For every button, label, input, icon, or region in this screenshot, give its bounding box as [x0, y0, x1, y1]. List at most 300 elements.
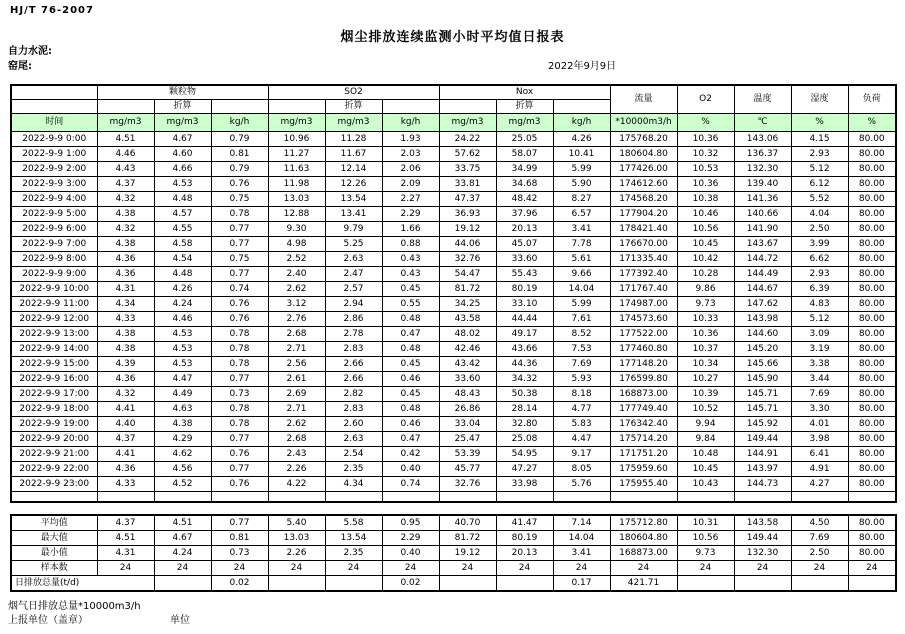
- cell-value: 47.37: [439, 192, 496, 207]
- cell-value: 3.09: [791, 327, 848, 342]
- cell-value: 7.69: [791, 387, 848, 402]
- cell-value: 3.38: [791, 357, 848, 372]
- cell-value: 10.36: [677, 327, 734, 342]
- row-time: 2022-9-9 19:00: [11, 417, 97, 432]
- cell-value: 9.84: [677, 432, 734, 447]
- cell-value: 48.02: [439, 327, 496, 342]
- cell-value: 143.97: [734, 462, 791, 477]
- sub-converted-pm: 折算: [154, 100, 211, 114]
- cell-value: 2.60: [325, 417, 382, 432]
- cell-value: 4.54: [154, 252, 211, 267]
- cell-value: 0.81: [211, 147, 268, 162]
- cell-value: 4.46: [154, 312, 211, 327]
- cell-value: 80.00: [848, 147, 896, 162]
- summary-value: 20.13: [496, 546, 553, 561]
- table-row: [11, 402, 896, 417]
- cell-value: 2.71: [268, 342, 325, 357]
- empty-cell: [268, 492, 325, 503]
- summary-value: 24: [791, 561, 848, 576]
- cell-value: 145.20: [734, 342, 791, 357]
- cell-value: 175768.20: [610, 132, 677, 147]
- empty-cell: [154, 492, 211, 503]
- cell-value: 24.22: [439, 132, 496, 147]
- cell-value: 6.57: [553, 207, 610, 222]
- cell-value: 0.78: [211, 402, 268, 417]
- cell-value: 10.34: [677, 357, 734, 372]
- cell-value: 8.05: [553, 462, 610, 477]
- cell-value: 80.00: [848, 312, 896, 327]
- time-col-spacer: [11, 85, 97, 100]
- cell-value: 80.00: [848, 372, 896, 387]
- row-time: 2022-9-9 21:00: [11, 447, 97, 462]
- report-title: 烟尘排放连续监测小时平均值日报表: [340, 30, 565, 45]
- cell-value: 10.46: [677, 207, 734, 222]
- cell-value: 2.68: [268, 327, 325, 342]
- summary-value: 0.95: [382, 515, 439, 531]
- cell-value: 4.34: [97, 297, 154, 312]
- daily-total-label: 日排放总量(t/d): [11, 576, 154, 592]
- sub-converted-so2: 折算: [325, 100, 382, 114]
- daily-total-value: 0.17: [553, 576, 610, 592]
- cell-value: 3.99: [791, 237, 848, 252]
- cell-value: 0.45: [382, 357, 439, 372]
- row-time: 2022-9-9 7:00: [11, 237, 97, 252]
- sub-spacer: [553, 100, 610, 114]
- cell-value: 2.52: [268, 252, 325, 267]
- cell-value: 80.00: [848, 417, 896, 432]
- cell-value: 80.00: [848, 462, 896, 477]
- summary-value: 81.72: [439, 531, 496, 546]
- table-row: [11, 477, 896, 492]
- table-row: [11, 177, 896, 192]
- cell-value: 4.33: [97, 477, 154, 492]
- cell-value: 174987.00: [610, 297, 677, 312]
- group-so2: SO2: [268, 85, 439, 100]
- cell-value: 9.94: [677, 417, 734, 432]
- empty-cell: [734, 492, 791, 503]
- unit-humidity: %: [791, 114, 848, 132]
- summary-value: 4.37: [97, 515, 154, 531]
- summary-value: 40.70: [439, 515, 496, 531]
- cell-value: 54.47: [439, 267, 496, 282]
- table-row: [11, 207, 896, 222]
- cell-value: 80.00: [848, 477, 896, 492]
- cell-value: 80.00: [848, 162, 896, 177]
- row-time: 2022-9-9 6:00: [11, 222, 97, 237]
- cell-value: 3.41: [553, 222, 610, 237]
- cell-value: 2.71: [268, 402, 325, 417]
- cell-value: 4.47: [553, 432, 610, 447]
- cell-value: 9.79: [325, 222, 382, 237]
- cell-value: 11.63: [268, 162, 325, 177]
- cell-value: 3.98: [791, 432, 848, 447]
- cell-value: 33.10: [496, 297, 553, 312]
- cell-value: 9.73: [677, 297, 734, 312]
- cell-value: 2.66: [325, 357, 382, 372]
- cell-value: 26.86: [439, 402, 496, 417]
- cell-value: 4.41: [97, 402, 154, 417]
- sub-spacer: [439, 100, 496, 114]
- cell-value: 4.37: [97, 432, 154, 447]
- table-row: [11, 327, 896, 342]
- cell-value: 42.46: [439, 342, 496, 357]
- cell-value: 5.93: [553, 372, 610, 387]
- col-o2: O2: [677, 85, 734, 114]
- summary-value: 175712.80: [610, 515, 677, 531]
- cell-value: 10.33: [677, 312, 734, 327]
- cell-value: 80.00: [848, 192, 896, 207]
- col-humidity: 湿度: [791, 85, 848, 114]
- empty-cell: [439, 492, 496, 503]
- cell-value: 0.74: [382, 477, 439, 492]
- row-time: 2022-9-9 8:00: [11, 252, 97, 267]
- cell-value: 174612.60: [610, 177, 677, 192]
- cell-value: 49.17: [496, 327, 553, 342]
- cell-value: 171767.40: [610, 282, 677, 297]
- cell-value: 4.46: [97, 147, 154, 162]
- empty-cell: [325, 492, 382, 503]
- cell-value: 33.60: [439, 372, 496, 387]
- cell-value: 175955.40: [610, 477, 677, 492]
- cell-value: 25.05: [496, 132, 553, 147]
- row-time: 2022-9-9 1:00: [11, 147, 97, 162]
- cell-value: 177749.40: [610, 402, 677, 417]
- cell-value: 3.44: [791, 372, 848, 387]
- row-time: 2022-9-9 12:00: [11, 312, 97, 327]
- cell-value: 80.00: [848, 357, 896, 372]
- cell-value: 4.52: [154, 477, 211, 492]
- cell-value: 10.37: [677, 342, 734, 357]
- cell-value: 177460.80: [610, 342, 677, 357]
- table-row: [11, 447, 896, 462]
- cell-value: 19.12: [439, 222, 496, 237]
- cell-value: 80.00: [848, 282, 896, 297]
- summary-value: 24: [439, 561, 496, 576]
- cell-value: 34.25: [439, 297, 496, 312]
- cell-value: 4.01: [791, 417, 848, 432]
- cell-value: 48.43: [439, 387, 496, 402]
- cell-value: 13.03: [268, 192, 325, 207]
- cell-value: 144.60: [734, 327, 791, 342]
- cell-value: 6.62: [791, 252, 848, 267]
- cell-value: 4.66: [154, 162, 211, 177]
- cell-value: 5.99: [553, 162, 610, 177]
- table-row: [11, 462, 896, 477]
- cell-value: 4.32: [97, 387, 154, 402]
- cell-value: 136.37: [734, 147, 791, 162]
- cell-value: 0.78: [211, 357, 268, 372]
- summary-value: 19.12: [439, 546, 496, 561]
- cell-value: 10.27: [677, 372, 734, 387]
- cell-value: 140.66: [734, 207, 791, 222]
- row-time: 2022-9-9 16:00: [11, 372, 97, 387]
- cell-value: 2.57: [325, 282, 382, 297]
- cell-value: 55.43: [496, 267, 553, 282]
- cell-value: 2.26: [268, 462, 325, 477]
- summary-value: 80.19: [496, 531, 553, 546]
- cell-value: 34.99: [496, 162, 553, 177]
- cell-value: 3.19: [791, 342, 848, 357]
- cell-value: 2.61: [268, 372, 325, 387]
- cell-value: 132.30: [734, 162, 791, 177]
- cell-value: 168873.00: [610, 387, 677, 402]
- cell-value: 25.47: [439, 432, 496, 447]
- cell-value: 4.26: [154, 282, 211, 297]
- row-time: 2022-9-9 10:00: [11, 282, 97, 297]
- row-time: 2022-9-9 3:00: [11, 177, 97, 192]
- cell-value: 10.42: [677, 252, 734, 267]
- summary-label: 最大值: [11, 531, 97, 546]
- cell-value: 0.76: [211, 477, 268, 492]
- empty-cell: [553, 492, 610, 503]
- summary-value: 7.14: [553, 515, 610, 531]
- cell-value: 2.56: [268, 357, 325, 372]
- cell-value: 12.88: [268, 207, 325, 222]
- row-time: 2022-9-9 2:00: [11, 162, 97, 177]
- daily-total-value: [677, 576, 734, 592]
- row-time: 2022-9-9 20:00: [11, 432, 97, 447]
- row-time: 2022-9-9 17:00: [11, 387, 97, 402]
- cell-value: 2.82: [325, 387, 382, 402]
- cell-value: 175714.20: [610, 432, 677, 447]
- cell-value: 4.31: [97, 282, 154, 297]
- cell-value: 0.40: [382, 462, 439, 477]
- standard-code: HJ/T 76-2007: [10, 5, 94, 16]
- summary-value: 14.04: [553, 531, 610, 546]
- cell-value: 0.45: [382, 387, 439, 402]
- summary-value: 3.41: [553, 546, 610, 561]
- row-time: 2022-9-9 22:00: [11, 462, 97, 477]
- empty-row: [11, 492, 896, 503]
- cell-value: 0.55: [382, 297, 439, 312]
- cell-value: 0.48: [382, 402, 439, 417]
- cell-value: 178421.40: [610, 222, 677, 237]
- cell-value: 44.06: [439, 237, 496, 252]
- cell-value: 48.42: [496, 192, 553, 207]
- cell-value: 10.43: [677, 477, 734, 492]
- summary-value: 132.30: [734, 546, 791, 561]
- summary-value: 5.58: [325, 515, 382, 531]
- cell-value: 80.00: [848, 297, 896, 312]
- cell-value: 4.39: [97, 357, 154, 372]
- cell-value: 0.77: [211, 222, 268, 237]
- cell-value: 0.42: [382, 447, 439, 462]
- cell-value: 12.14: [325, 162, 382, 177]
- row-time: 2022-9-9 23:00: [11, 477, 97, 492]
- cell-value: 4.29: [154, 432, 211, 447]
- cell-value: 10.52: [677, 402, 734, 417]
- cell-value: 9.66: [553, 267, 610, 282]
- cell-value: 4.55: [154, 222, 211, 237]
- summary-row: [11, 515, 896, 531]
- cell-value: 0.45: [382, 282, 439, 297]
- sub-spacer: [268, 100, 325, 114]
- cell-value: 176599.80: [610, 372, 677, 387]
- cell-value: 10.45: [677, 462, 734, 477]
- cell-value: 149.44: [734, 432, 791, 447]
- summary-value: 4.24: [154, 546, 211, 561]
- cell-value: 2.47: [325, 267, 382, 282]
- table-row: [11, 357, 896, 372]
- cell-value: 44.36: [496, 357, 553, 372]
- table-row: [11, 387, 896, 402]
- cell-value: 0.46: [382, 372, 439, 387]
- cell-value: 0.48: [382, 342, 439, 357]
- cell-value: 2.68: [268, 432, 325, 447]
- cell-value: 144.73: [734, 477, 791, 492]
- summary-value: 4.31: [97, 546, 154, 561]
- cell-value: 80.00: [848, 207, 896, 222]
- cell-value: 10.41: [553, 147, 610, 162]
- cell-value: 32.76: [439, 477, 496, 492]
- cell-value: 175959.60: [610, 462, 677, 477]
- time-header: 时间: [11, 114, 97, 132]
- table-row: [11, 417, 896, 432]
- table-row: [11, 222, 896, 237]
- cell-value: 45.77: [439, 462, 496, 477]
- summary-label: 最小值: [11, 546, 97, 561]
- cell-value: 33.75: [439, 162, 496, 177]
- cell-value: 0.76: [211, 297, 268, 312]
- cell-value: 139.40: [734, 177, 791, 192]
- monitoring-table: [10, 84, 897, 503]
- cell-value: 144.67: [734, 282, 791, 297]
- cell-value: 36.93: [439, 207, 496, 222]
- summary-value: 2.50: [791, 546, 848, 561]
- cell-value: 0.74: [211, 282, 268, 297]
- unit-flow: *10000m3/h: [610, 114, 677, 132]
- summary-value: 13.03: [268, 531, 325, 546]
- cell-value: 4.98: [268, 237, 325, 252]
- cell-value: 10.32: [677, 147, 734, 162]
- empty-cell: [791, 492, 848, 503]
- col-temperature: 温度: [734, 85, 791, 114]
- unit-so2-kgh: kg/h: [382, 114, 439, 132]
- cell-value: 0.47: [382, 432, 439, 447]
- cell-value: 5.12: [791, 162, 848, 177]
- cell-value: 174568.20: [610, 192, 677, 207]
- cell-value: 37.96: [496, 207, 553, 222]
- daily-total-value: 0.02: [211, 576, 268, 592]
- cell-value: 4.53: [154, 357, 211, 372]
- cell-value: 32.76: [439, 252, 496, 267]
- unit-pm: mg/m3: [97, 114, 154, 132]
- cell-value: 28.14: [496, 402, 553, 417]
- cell-value: 4.15: [791, 132, 848, 147]
- summary-value: 2.35: [325, 546, 382, 561]
- cell-value: 10.38: [677, 192, 734, 207]
- cell-value: 4.57: [154, 207, 211, 222]
- summary-value: 168873.00: [610, 546, 677, 561]
- cell-value: 4.53: [154, 327, 211, 342]
- cell-value: 7.69: [553, 357, 610, 372]
- time-col-spacer: [11, 100, 97, 114]
- cell-value: 2.27: [382, 192, 439, 207]
- cell-value: 0.77: [211, 267, 268, 282]
- cell-value: 0.46: [382, 417, 439, 432]
- cell-value: 4.58: [154, 237, 211, 252]
- cell-value: 4.53: [154, 177, 211, 192]
- cell-value: 10.96: [268, 132, 325, 147]
- summary-value: 5.40: [268, 515, 325, 531]
- sub-converted-nox: 折算: [496, 100, 553, 114]
- cell-value: 11.67: [325, 147, 382, 162]
- cell-value: 171335.40: [610, 252, 677, 267]
- cell-value: 10.28: [677, 267, 734, 282]
- cell-value: 4.36: [97, 267, 154, 282]
- cell-value: 2.93: [791, 147, 848, 162]
- cell-value: 33.60: [496, 252, 553, 267]
- cell-value: 4.24: [154, 297, 211, 312]
- cell-value: 5.52: [791, 192, 848, 207]
- summary-value: 10.56: [677, 531, 734, 546]
- unit-temperature: ℃: [734, 114, 791, 132]
- col-flow: 流量: [610, 85, 677, 114]
- cell-value: 9.17: [553, 447, 610, 462]
- daily-total-value: [496, 576, 553, 592]
- empty-cell: [211, 492, 268, 503]
- cell-value: 5.25: [325, 237, 382, 252]
- summary-value: 41.47: [496, 515, 553, 531]
- summary-value: 4.50: [791, 515, 848, 531]
- cell-value: 9.30: [268, 222, 325, 237]
- summary-value: 24: [154, 561, 211, 576]
- summary-value: 149.44: [734, 531, 791, 546]
- cell-value: 4.32: [97, 222, 154, 237]
- cell-value: 54.95: [496, 447, 553, 462]
- sub-spacer: [97, 100, 154, 114]
- cell-value: 3.12: [268, 297, 325, 312]
- table-row: [11, 162, 896, 177]
- table-row: [11, 312, 896, 327]
- cell-value: 13.41: [325, 207, 382, 222]
- cell-value: 4.38: [97, 237, 154, 252]
- cell-value: 58.07: [496, 147, 553, 162]
- group-particulate: 颗粒物: [97, 85, 268, 100]
- cell-value: 4.36: [97, 462, 154, 477]
- cell-value: 7.78: [553, 237, 610, 252]
- cell-value: 177148.20: [610, 357, 677, 372]
- daily-total-value: [439, 576, 496, 592]
- cell-value: 4.77: [553, 402, 610, 417]
- cell-value: 3.30: [791, 402, 848, 417]
- summary-value: 24: [211, 561, 268, 576]
- row-time: 2022-9-9 14:00: [11, 342, 97, 357]
- daily-total-value: [791, 576, 848, 592]
- table-row: [11, 252, 896, 267]
- cell-value: 2.62: [268, 282, 325, 297]
- daily-total-value: 0.02: [382, 576, 439, 592]
- cell-value: 4.83: [791, 297, 848, 312]
- summary-value: 10.31: [677, 515, 734, 531]
- summary-value: 9.73: [677, 546, 734, 561]
- cell-value: 80.00: [848, 387, 896, 402]
- header-units-row: [11, 114, 896, 132]
- cell-value: 0.79: [211, 132, 268, 147]
- unit-load: %: [848, 114, 896, 132]
- cell-value: 4.37: [97, 177, 154, 192]
- cell-value: 0.48: [382, 312, 439, 327]
- cell-value: 10.45: [677, 237, 734, 252]
- cell-value: 80.00: [848, 342, 896, 357]
- cell-value: 1.66: [382, 222, 439, 237]
- cell-value: 5.99: [553, 297, 610, 312]
- cell-value: 47.27: [496, 462, 553, 477]
- cell-value: 14.04: [553, 282, 610, 297]
- group-nox: Nox: [439, 85, 610, 100]
- unit-label: 单位: [170, 615, 190, 626]
- cell-value: 0.78: [211, 207, 268, 222]
